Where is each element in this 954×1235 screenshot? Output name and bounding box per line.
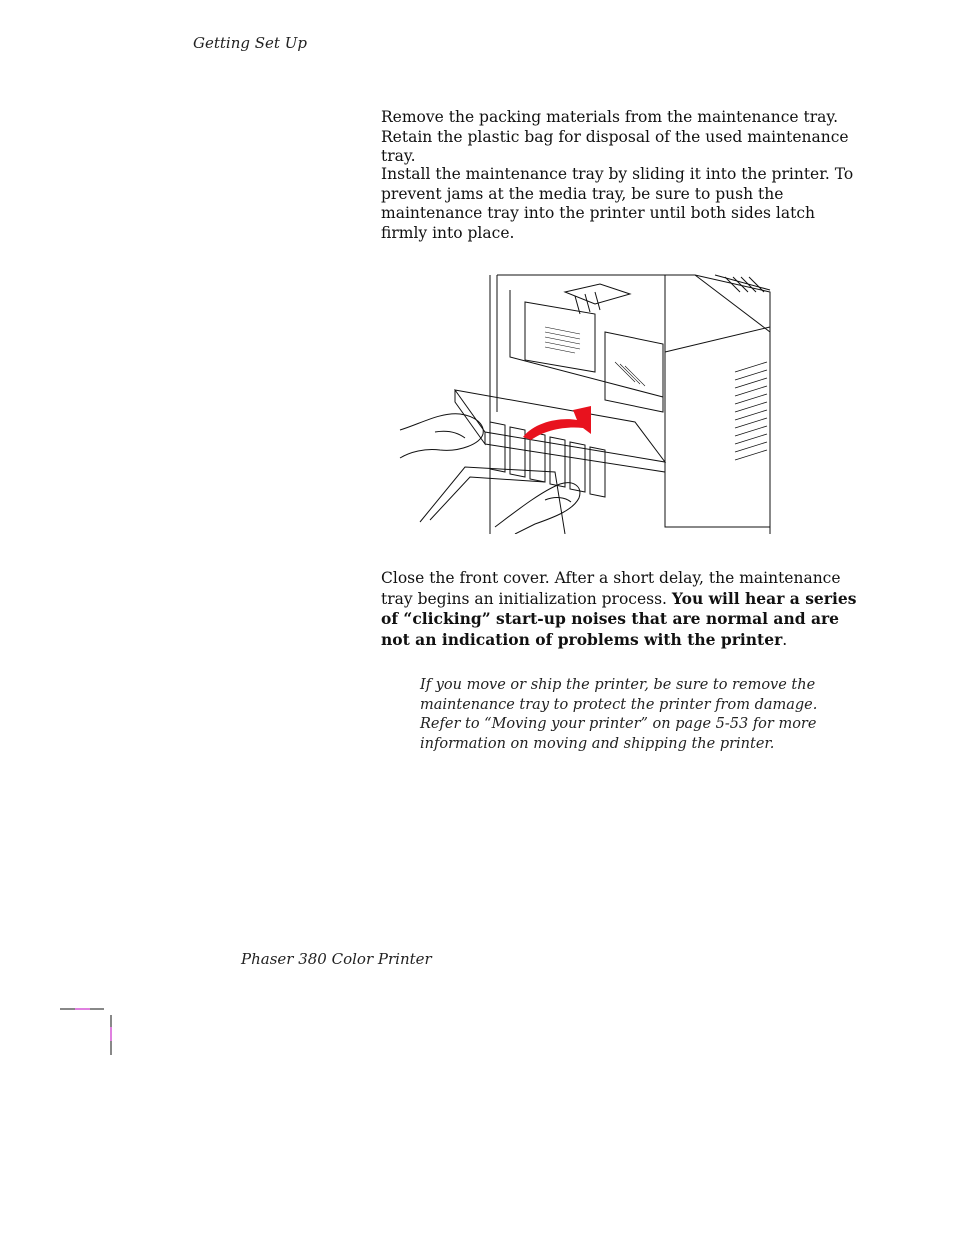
clicking-noise-warning: You will hear a series of “clicking” start-up noises that are normal and are not an indication of problems with the printer: [381, 588, 857, 649]
step3-plain-text: Close the front cover. After a short delay, the maintenance tray begins an initialization process.: [381, 569, 841, 608]
step-install-tray: Install the maintenance tray by sliding it into the printer. To prevent jams at the media tray, be sure to push the maintenance tray into the printer until both sides latch firmly into place.: [381, 165, 854, 242]
step-remove-packing: Remove the packing materials from the maintenance tray. Retain the plastic bag for disposal of the used maintenance tray.: [381, 108, 849, 165]
crop-marks: [60, 1005, 120, 1060]
insert-direction-arrow: [523, 406, 591, 440]
running-head: Getting Set Up: [193, 34, 307, 52]
step-close-cover: [381, 569, 861, 650]
moving-printer-note: If you move or ship the printer, be sure to remove the maintenance tray to protect the printer from damage. Refer to “Moving your printer” on page 5-53 for more information on moving and shipping the printer.: [420, 677, 818, 752]
step3-end: .: [782, 630, 788, 649]
footer-title: Phaser 380 Color Printer: [241, 950, 432, 968]
printer-illustration: [395, 272, 775, 534]
